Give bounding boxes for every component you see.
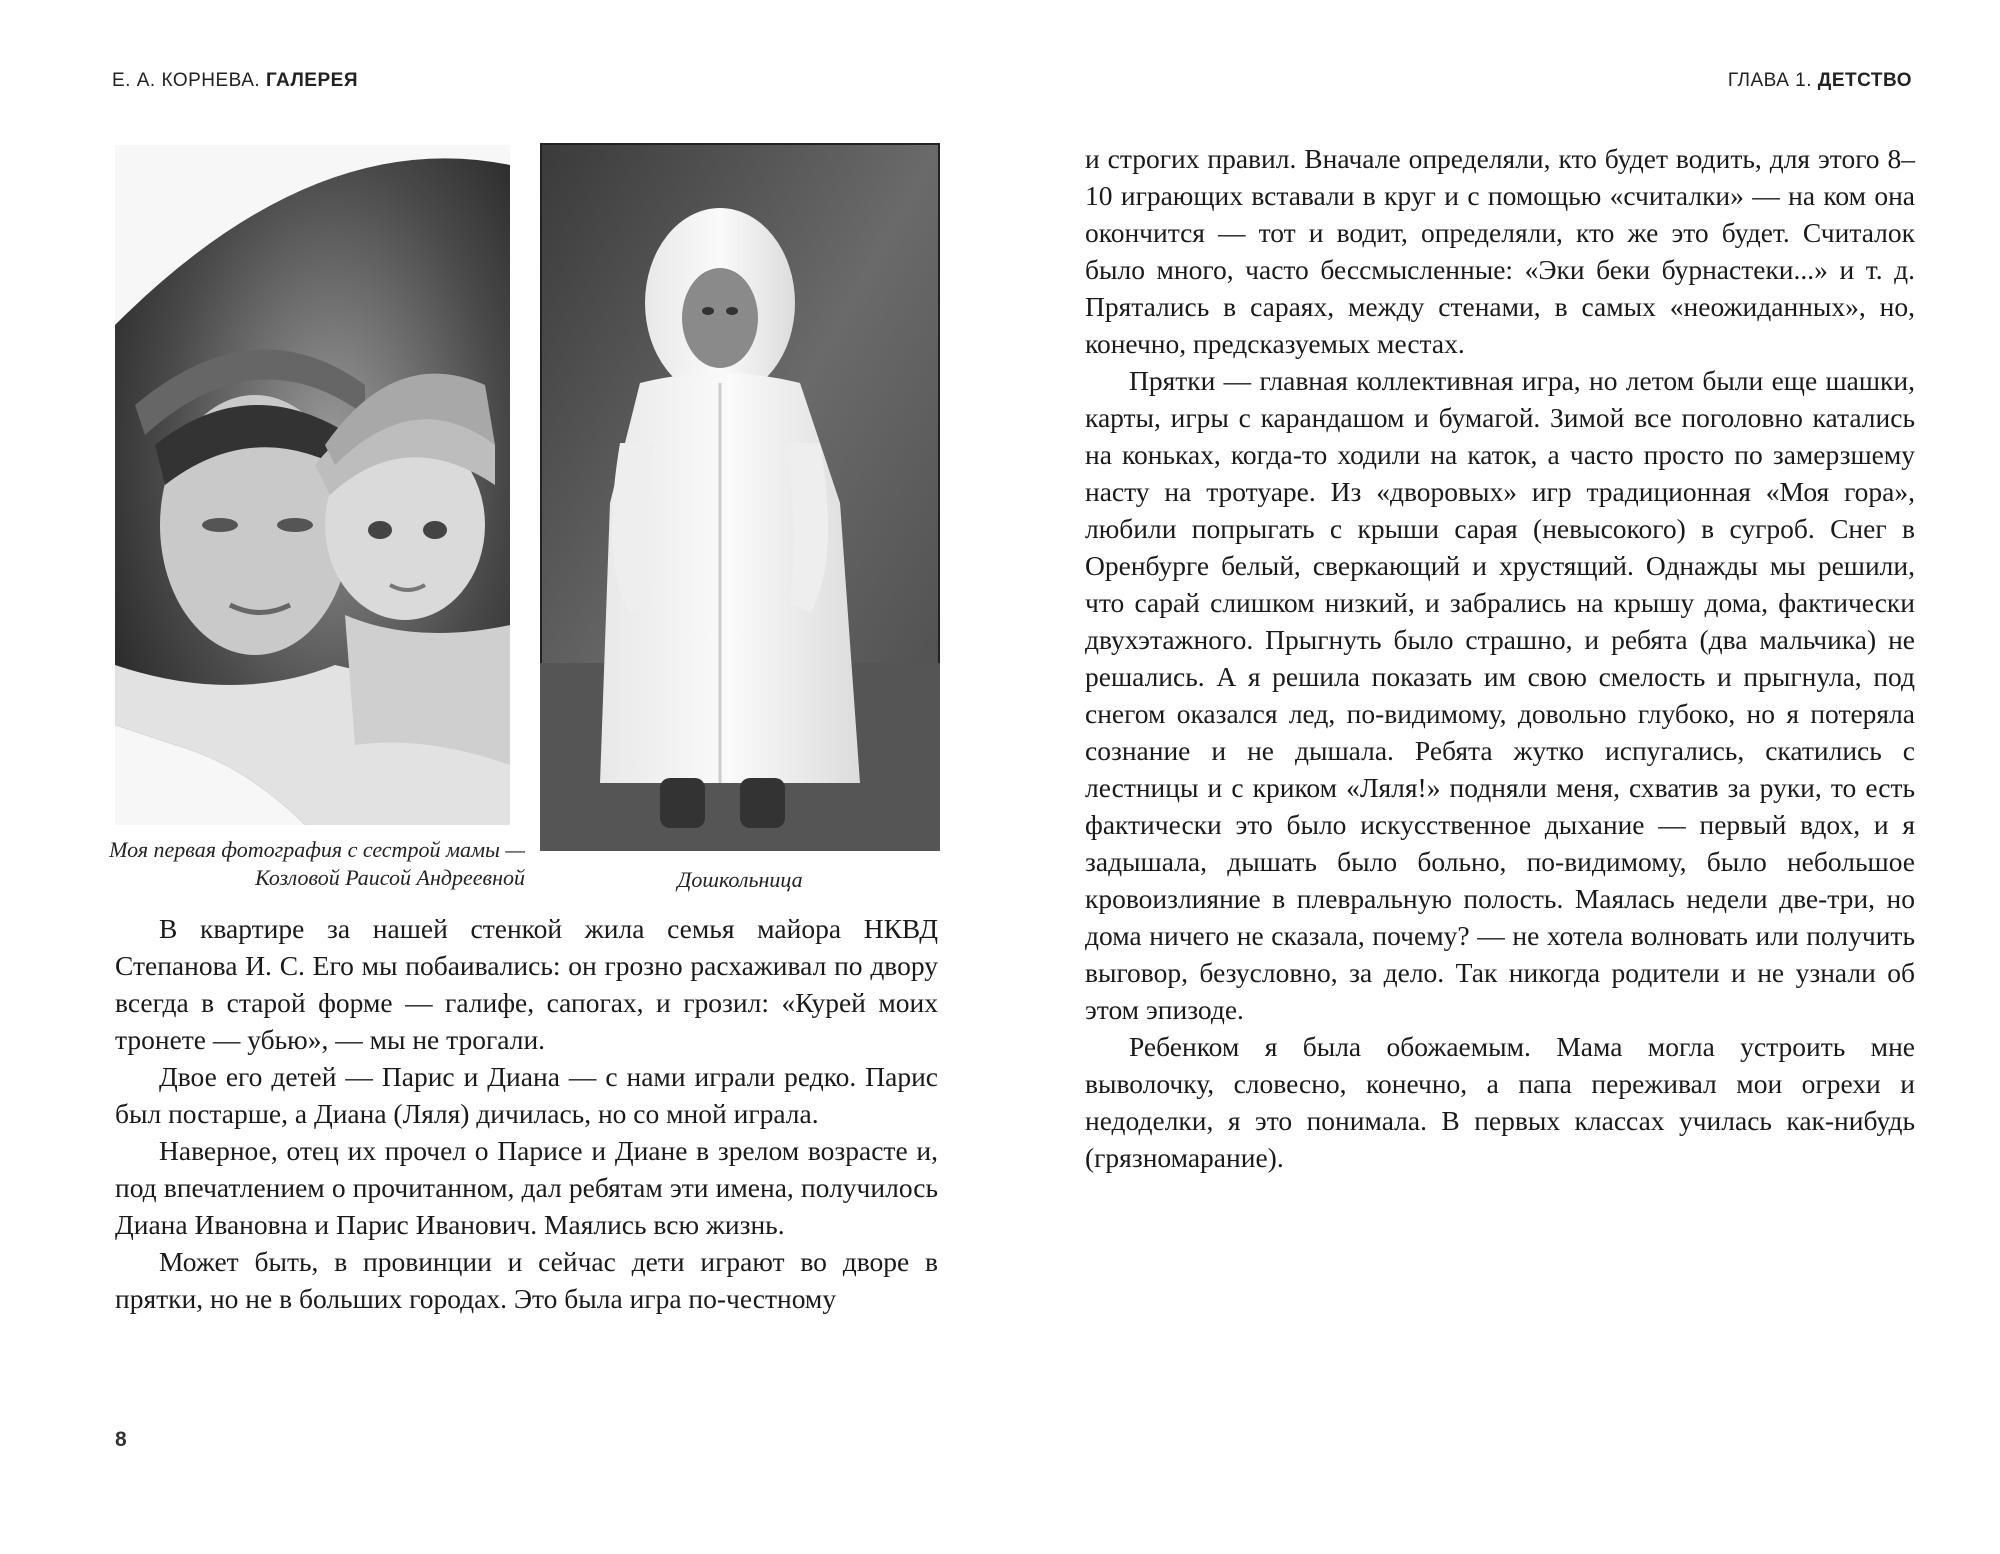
photo-mother-and-child-image (115, 145, 510, 825)
paragraph: Прятки — главная коллективная игра, но летом были еще шашки, карты, игры с карандашом и бумагой. Зимой все поголовно катались на коньках, когда-то ходили на каток, а часто просто по замерзшему насту на тротуаре. Из «дворовых» игр традиционная «Моя гора», любили попрыгать с крыши сарая (невысокого) в сугроб. Снег в Оренбурге белый, сверкающий и хрустящий. Однажды мы решили, что сарай слишком низкий, и забрались на крышу дома, фактически двухэтажного. Прыгнуть было страшно, и ребята (два мальчика) не решались. А я решила показать им свою смелость и прыгнула, под снегом оказался лед, по-видимому, довольно глубоко, но я потеряла сознание и не дышала. Ребята жутко испугались, скатились с лестницы и с криком «Ляля!» подняли меня, схватив за руки, то есть фактически это было искусственное дыхание — первый вдох, и я задышала, дышать было больно, по-видимому, было небольшое кровоизлияние в плевральную полость. Маялась недели две-три, но дома ничего не сказала, почему? — не хотела волновать или получить выговор, безусловно, за дело. Так никогда родители и не узнали об этом эпизоде. (1085, 365, 1915, 1025)
paragraph: Двое его детей — Парис и Диана — с нами играли редко. Парис был постарше, а Диана (Ляля) дичилась, но со мной играла. (115, 1061, 938, 1129)
paragraph: Ребенком я была обожаемым. Мама могла устроить мне выволочку, словесно, конечно, а папа переживал мои огрехи и недоделки, я это понимала. В первых классах училась как-нибудь (грязномарание). (1085, 1031, 1915, 1173)
paragraph-continuation: и строгих правил. Вначале определяли, кто будет водить, для этого 8–10 играющих вставали в круг и с помощью «считалки» — на ком она окончится — тот и водит, определяли, кто же это будет. Считалок было много, часто бессмысленные: «Эки беки бурнастеки...» и т. д. Прятались в сараях, между стенами, в самых «неожиданных», но, конечно, предсказуемых местах. (1085, 143, 1915, 359)
paragraph: В квартире за нашей стенкой жила семья майора НКВД Степанова И. С. Его мы побаивались: он грозно расхаживал по двору всегда в старой форме — галифе, сапогах, и грозил: «Курей моих тронете — убью», — мы не трогали. (115, 913, 938, 1055)
running-head-author: Е. А. КОРНЕВА. (112, 70, 261, 91)
photo-preschooler (540, 143, 940, 851)
page-number: 8 (115, 1428, 127, 1451)
right-page (1000, 0, 2000, 1554)
photo-mother-and-child (115, 145, 510, 825)
caption-photo-mother-and-child: Моя первая фотография с сестрой мамы — Козловой Раисой Андреевной (109, 837, 525, 890)
left-running-head (112, 70, 358, 92)
paragraph: Наверное, отец их прочел о Парисе и Диане в зрелом возрасте и, под впечатлением о прочитанном, дал ребятам эти имена, получилось Диана Ивановна и Парис Иванович. Маялись всю жизнь. (115, 1135, 938, 1240)
caption-photo-preschooler: Дошкольница (677, 867, 803, 892)
photo-preschooler-image (540, 143, 940, 851)
left-body-text (115, 910, 938, 1317)
running-head-section: ГАЛЕРЕЯ (265, 70, 358, 91)
right-body-text (1085, 140, 1915, 1176)
running-head-chapter: ГЛАВА 1. (1727, 70, 1813, 91)
paragraph: Может быть, в провинции и сейчас дети играют во дворе в прятки, но не в больших городах. Это была игра по-честному (115, 1246, 938, 1314)
right-running-head (1728, 70, 1912, 92)
running-head-title: ДЕТСТВО (1817, 70, 1912, 91)
